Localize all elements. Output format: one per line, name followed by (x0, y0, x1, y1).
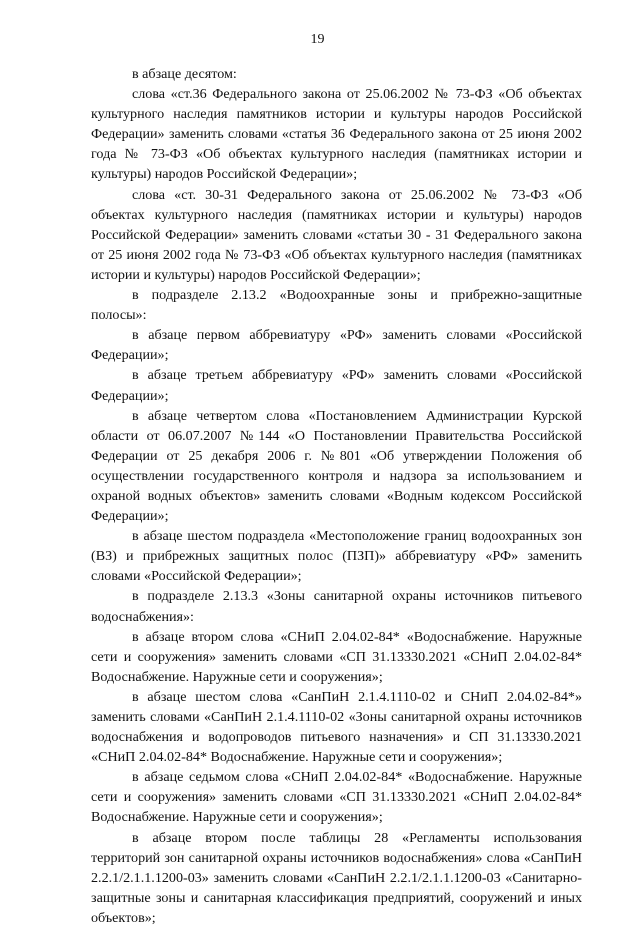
paragraph: в абзаце седьмом слова «СНиП 2.04.02-84* «Водоснабжение. Наружные сети и сооружения» заменить словами «СП 31.13330.2021 «СНиП 2.04.02-84* Водоснабжение. Наружные сети и сооружения»; (91, 769, 582, 826)
paragraph: в абзаце втором после таблицы 28 «Регламенты использования территорий зон санитарной охраны источников водоснабжения» слова «СанПиН 2.2.1/2.1.1.1200-03» заменить словами «СанПиН 2.2.1/2.1.1.1200-03 «Санитарно-защитные зоны и санитарная классификация предприятий, сооружений и иных объектов»; (91, 829, 582, 926)
paragraph: в подразделе 2.13.2 «Водоохранные зоны и прибрежно-защитные полосы»: (91, 287, 582, 324)
paragraph: в подразделе 2.13.3 «Зоны санитарной охраны источников питьевого водоснабжения»: (91, 588, 582, 625)
page-number: 19 (310, 32, 325, 47)
paragraph: в абзаце первом аббревиатуру «РФ» заменить словами «Российской Федерации»; (91, 327, 582, 364)
paragraph: в абзаце втором слова «СНиП 2.04.02-84* «Водоснабжение. Наружные сети и сооружения» заменить словами «СП 31.13330.2021 «СНиП 2.04.02-84* Водоснабжение. Наружные сети и сооружения»; (91, 628, 582, 685)
paragraph: слова «ст. 30-31 Федерального закона от 25.06.2002 № 73-ФЗ «Об объектах культурного наследия (памятниках истории и культуры) народов Российской Федерации» заменить словами «статьи 30 - 31 Федерального закона от 25 июня 2002 года № 73-ФЗ «Об объектах культурного наследия (памятниках истории и культуры) народов Российской Федерации»; (91, 186, 582, 283)
paragraph: в абзаце третьем аббревиатуру «РФ» заменить словами «Российской Федерации»; (91, 367, 582, 404)
paragraph: в абзаце десятом: (132, 66, 237, 82)
paragraph: слова «ст.36 Федерального закона от 25.06.2002 № 73-ФЗ «Об объектах культурного наследия памятников истории и культуры народов Российской Федерации» заменить словами «статья 36 Федерального закона от 25 июня 2002 года № 73-ФЗ «Об объектах культурного наследия (памятниках истории и культуры) народов Российской Федерации»; (91, 86, 582, 183)
paragraph: в абзаце шестом подраздела «Местоположение границ водоохранных зон (ВЗ) и прибрежных защитных полос (ПЗП)» аббревиатуру «РФ» заменить словами «Российской Федерации»; (91, 528, 582, 585)
paragraph: в абзаце четвертом слова «Постановлением Администрации Курской области от 06.07.2007 №144 «О Постановлении Правительства Российской Федерации от 25 декабря 2006 г. №801 «Об утверждении Положения об осуществлении государственного контроля и надзора за использованием и охраной водных объектов» заменить словами «Водным кодексом Российской Федерации»; (91, 407, 582, 525)
document-body (91, 64, 582, 928)
paragraph: в абзаце шестом слова «СанПиН 2.1.4.1110-02 и СНиП 2.04.02-84*» заменить словами «СанПиН 2.1.4.1110-02 «Зоны санитарной охраны источников водоснабжения и водопроводов питьевого назначения» и СП 31.13330.2021 «СНиП 2.04.02-84* Водоснабжение. Наружные сети и сооружения»; (91, 688, 582, 766)
